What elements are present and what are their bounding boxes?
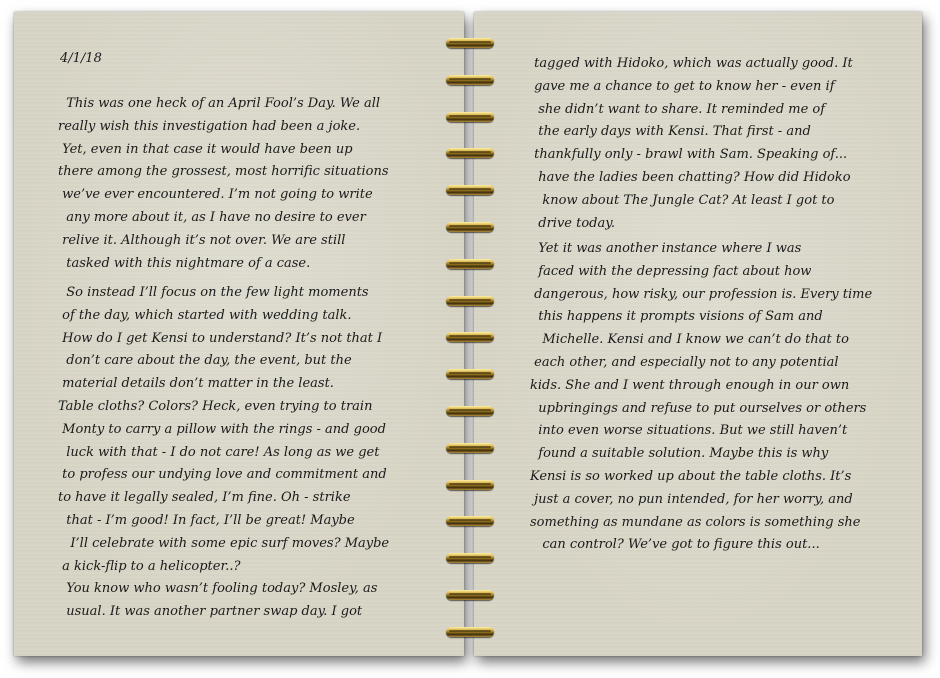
binding-ring (446, 332, 494, 342)
binding-ring (446, 627, 494, 637)
left-paragraph-1: This was one heck of an April Fool’s Day. We all really wish this investigation had been a joke. Yet, even in that case it would have been up there among the grossest, most horrific situations we’ve ever encountered. I’m not going to write any more about it, as I have no desire to ever relive it. Although it’s not over. We are still tasked with this nightmare of a case. (58, 96, 389, 271)
binding-ring (446, 38, 494, 48)
spiral-binding-icon (440, 20, 500, 640)
binding-ring (446, 369, 494, 379)
left-paragraph-2: So instead I’ll focus on the few light moments of the day, which started with wedding talk. How do I get Kensi to understand? It’s not that I don’t care about the day, the event, but the material details don’t matter in the least. Table cloths? Colors? Heck, even trying to train Monty to carry a pillow with the rings - and good luck with that - I do not care! As long as we get to profess our undying love and commitment and to have it legally sealed, I’m fine. Oh - strike that - I’m good! In fact, I’ll be great! Maybe I’ll celebrate with some epic surf moves? Maybe a kick-flip to a helicopter..? (58, 285, 390, 574)
binding-ring (446, 553, 494, 563)
binding-ring (446, 443, 494, 453)
right-page (474, 12, 922, 656)
entry-date: 4/1/18 (60, 51, 102, 66)
binding-ring (446, 516, 494, 526)
binding-ring (446, 185, 494, 195)
binding-ring (446, 480, 494, 490)
binding-ring (446, 259, 494, 269)
binding-ring (446, 75, 494, 85)
binding-ring (446, 148, 494, 158)
right-paragraph-1: tagged with Hidoko, which was actually good. It gave me a chance to get to know her - even if she didn’t want to share. It reminded me of the early days with Kensi. That first - and thankfully only - brawl with Sam. Speaking of... have the ladies been chatting? How did Hidoko know about The Jungle Cat? At least I got to drive today. (534, 56, 853, 231)
left-paragraph-3: You know who wasn’t fooling today? Mosley, as usual. It was another partner swap day. I got (66, 581, 378, 619)
right-paragraph-2: Yet it was another instance where I was faced with the depressing fact about how dangerous, how risky, our profession is. Every time this happens it prompts visions of Sam and Michelle. Kensi and I know we can’t do that to each other, and especially not to any potential kids. She and I went through enough in our own upbringings and refuse to put ourselves or others into even worse situations. But we still haven’t found a suitable solution. Maybe this is why Kensi is so worked up about the table cloths. It’s just a cover, no pun intended, for her worry, and something as mundane as colors is something she can control? We’ve got to figure this out... (530, 241, 873, 553)
binding-ring (446, 296, 494, 306)
binding-ring (446, 222, 494, 232)
binding-ring (446, 112, 494, 122)
left-page (14, 12, 464, 656)
binding-ring (446, 406, 494, 416)
binding-ring (446, 590, 494, 600)
